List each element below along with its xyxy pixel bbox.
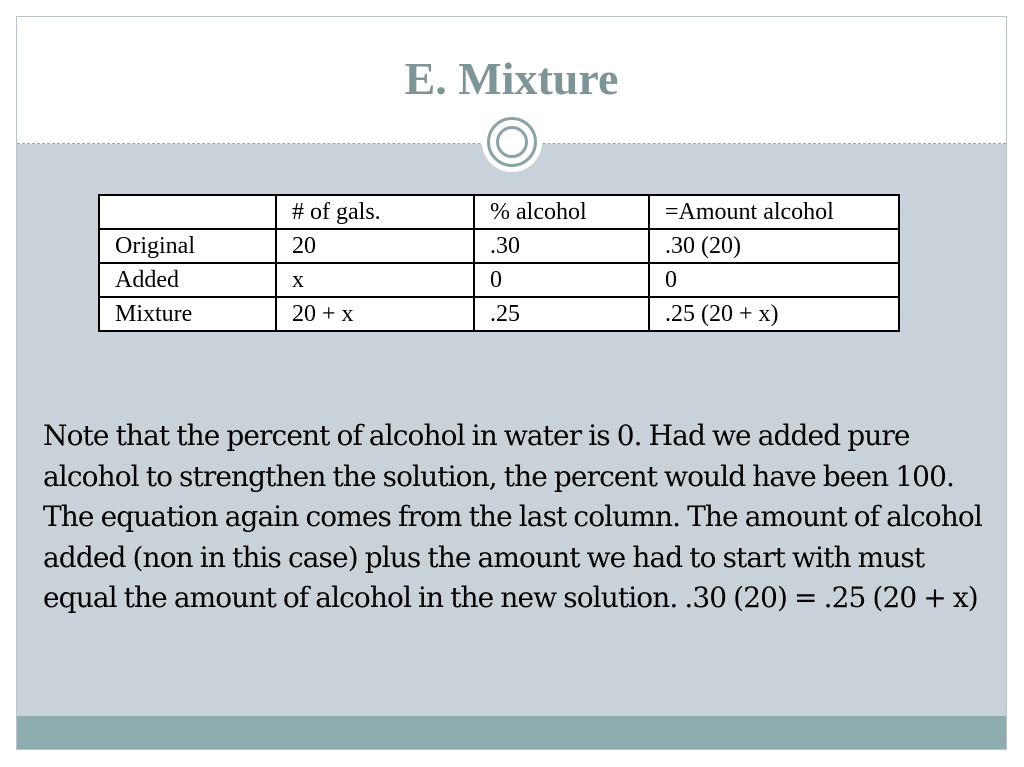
table-cell: .30 (474, 229, 649, 263)
ring-ornament-inner (496, 126, 528, 158)
table-cell: Mixture (99, 297, 276, 331)
table-cell: Added (99, 263, 276, 297)
slide (16, 16, 1007, 750)
table-row (99, 263, 899, 297)
table-cell: 20 (276, 229, 474, 263)
header-cell (99, 195, 276, 229)
table-cell: x (276, 263, 474, 297)
table-row (99, 297, 899, 331)
table-cell: 0 (474, 263, 649, 297)
mixture-table (98, 194, 900, 332)
ring-ornament-mid (487, 117, 537, 167)
header-cell: % alcohol (474, 195, 649, 229)
footer-bar (17, 716, 1006, 749)
table-cell: 20 + x (276, 297, 474, 331)
ring-ornament-icon (482, 112, 542, 172)
header-cell: =Amount alcohol (649, 195, 899, 229)
table-header-row (99, 195, 899, 229)
table-cell: .30 (20) (649, 229, 899, 263)
slide-title: E. Mixture (404, 53, 619, 104)
note-paragraph: Note that the percent of alcohol in water is 0. Had we added pure alcohol to strengthen the solution, the percent would have been 100. The equation again comes from the last column. The amount of alcohol added (non in this case) plus the amount we had to start with must equal the amount of alcohol in the new solution. .30 (20) = .25 (20 + x) (43, 419, 982, 614)
header-cell: # of gals. (276, 195, 474, 229)
table-row (99, 229, 899, 263)
table-cell: .25 (20 + x) (649, 297, 899, 331)
table-cell: 0 (649, 263, 899, 297)
table-cell: .25 (474, 297, 649, 331)
table-cell: Original (99, 229, 276, 263)
